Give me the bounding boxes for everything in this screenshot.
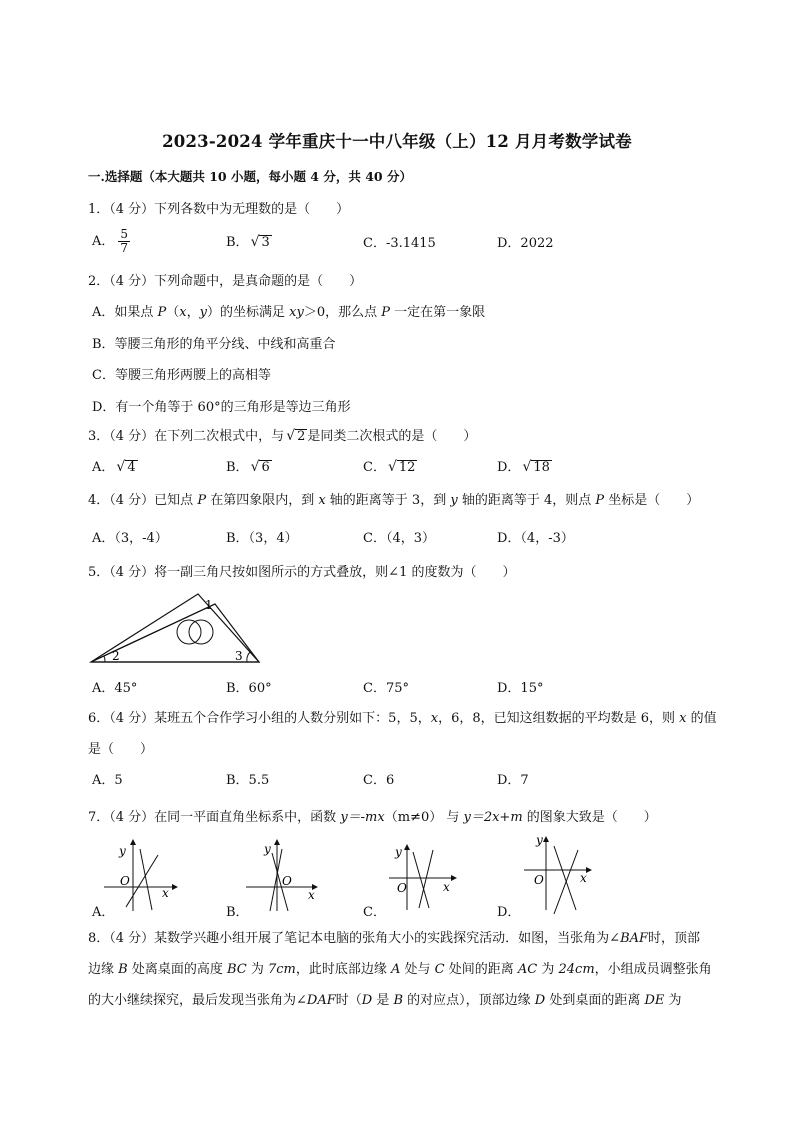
question-5-option-d: D．15° [497,681,544,696]
question-2-option-a: A．如果点 P（x，y）的坐标满足 xy＞0，那么点 P 一定在第一象限 [92,305,486,320]
x-arrow [172,884,178,890]
x-arrow [451,875,457,881]
x-label: x [162,886,169,900]
question-3-option-b: B． √ 6 [226,459,270,475]
graph-c [385,838,465,918]
question-7-option-d: D． [497,905,521,920]
page-title: 2023-2024 学年重庆十一中八年级（上）12 月月考数学试卷 [162,132,632,151]
origin-label: O [534,873,544,887]
line-2 [126,855,158,907]
line-2 [270,849,282,911]
line-1 [140,849,152,910]
sqrt-symbol: √ 6 [250,459,270,475]
question-5-option-c: C．75° [363,681,409,696]
y-arrow [543,836,549,842]
origin-label: O [397,881,407,895]
y-label: y [536,833,543,847]
triangle-rulers-figure [85,588,265,666]
x-arrow [586,867,592,873]
sqrt-symbol: √ 12 [387,459,416,475]
question-3-stem: 3．（4 分）在下列二次根式中，与 √ 2 是同类二次根式的是（ ） [88,428,477,444]
x-label: x [308,888,315,902]
question-6-stem: 6．（4 分）某班五个合作学习小组的人数分别如下：5，5，x，6，8，已知这组数据的平均数是 6，则 x 的值 [88,711,717,726]
graph-d [520,830,600,918]
question-7-option-b: B． [226,905,249,920]
question-2-option-c: C．等腰三角形两腰上的高相等 [92,368,271,383]
fraction: $\frac{5}{7}$ [120,227,129,255]
question-4-stem: 4．（4 分）已知点 P 在第四象限内，到 x 轴的距离等于 3，到 y 轴的距离等于 4，则点 P 坐标是（ ） [88,493,700,508]
question-3-option-d: D． √ 18 [497,459,550,475]
sqrt-symbol: √ 4 [116,459,136,475]
question-6-option-d: D．7 [497,773,529,788]
sqrt-symbol: √ 2 [286,428,306,444]
angle-label-3: 3 [235,649,243,663]
question-3-option-c: C． √ 12 [363,459,416,475]
y-arrow [274,839,280,845]
angle-2-arc [104,656,105,662]
angle-label-1: 1 [205,598,213,612]
sqrt-symbol: √ 3 [250,234,270,250]
question-2-option-d: D．有一个角等于 60°的三角形是等边三角形 [92,400,351,415]
question-1-option-b: B． √ 3 [226,234,270,250]
question-5-option-b: B．60° [226,681,272,696]
question-7-option-a: A． [92,905,115,920]
y-label: y [264,842,271,856]
sqrt-symbol: √ 18 [522,459,550,475]
section-heading: 一.选择题（本大题共 10 小题，每小题 4 分，共 40 分） [88,169,412,184]
question-7-stem: 7．（4 分）在同一平面直角坐标系中，函数 y＝-mx（m≠0） 与 y＝2x+m 的图象大致是（ ） [88,810,657,825]
graph-b [240,835,320,915]
angle-3-arc [247,652,250,662]
x-label: x [580,871,587,885]
question-5-option-a: A．45° [92,681,138,696]
y-label: y [395,845,402,859]
line-1 [554,846,576,910]
x-label: x [443,880,450,894]
question-3-option-a: A． √ 4 [92,459,136,475]
question-6-option-a: A．5 [92,773,123,788]
origin-label: O [120,874,130,888]
question-4-option-a: A．（3，-4） [92,531,168,546]
question-8-line-2: 边缘 B 处离桌面的高度 BC 为 7cm，此时底部边缘 A 处与 C 处间的距离 AC 为 24cm，小组成员调整张角 [88,962,712,977]
y-arrow [130,839,136,845]
y-arrow [404,844,410,850]
question-1-stem: 1．（4 分）下列各数中为无理数的是（ ） [88,202,350,217]
question-4-option-b: B．（3，4） [226,531,298,546]
question-8-line-1: 8．（4 分）某数学兴趣小组开展了笔记本电脑的张角大小的实践探究活动．如图，当张角为∠BAF时，顶部 [88,931,701,946]
question-5-stem: 5．（4 分）将一副三角尺按如图所示的方式叠放，则∠1 的度数为（ ） [88,565,516,580]
question-7-option-c: C． [363,905,386,920]
y-label: y [119,844,126,858]
question-2-stem: 2．（4 分）下列命题中，是真命题的是（ ） [88,274,363,289]
question-4-option-c: C．（4，3） [363,531,435,546]
question-2-option-b: B．等腰三角形的角平分线、中线和高重合 [92,337,336,352]
overlap-line [91,604,215,662]
question-1-option-a: A． $\frac{5}{7}$ [92,227,129,255]
question-1-option-d: D．2022 [497,236,554,251]
question-6-stem-line2: 是（ ） [88,742,154,757]
question-8-line-3: 的大小继续探究，最后发现当张角为∠DAF时（D 是 B 的对应点），顶部边缘 D 处到桌面的距离 DE 为 [88,993,682,1008]
question-4-option-d: D．（4，-3） [497,531,574,546]
origin-label: O [282,874,292,888]
angle-label-2: 2 [112,649,120,663]
question-6-option-b: B．5.5 [226,773,270,788]
question-1-option-c: C．-3.1415 [363,236,436,251]
question-6-option-c: C．6 [363,773,395,788]
